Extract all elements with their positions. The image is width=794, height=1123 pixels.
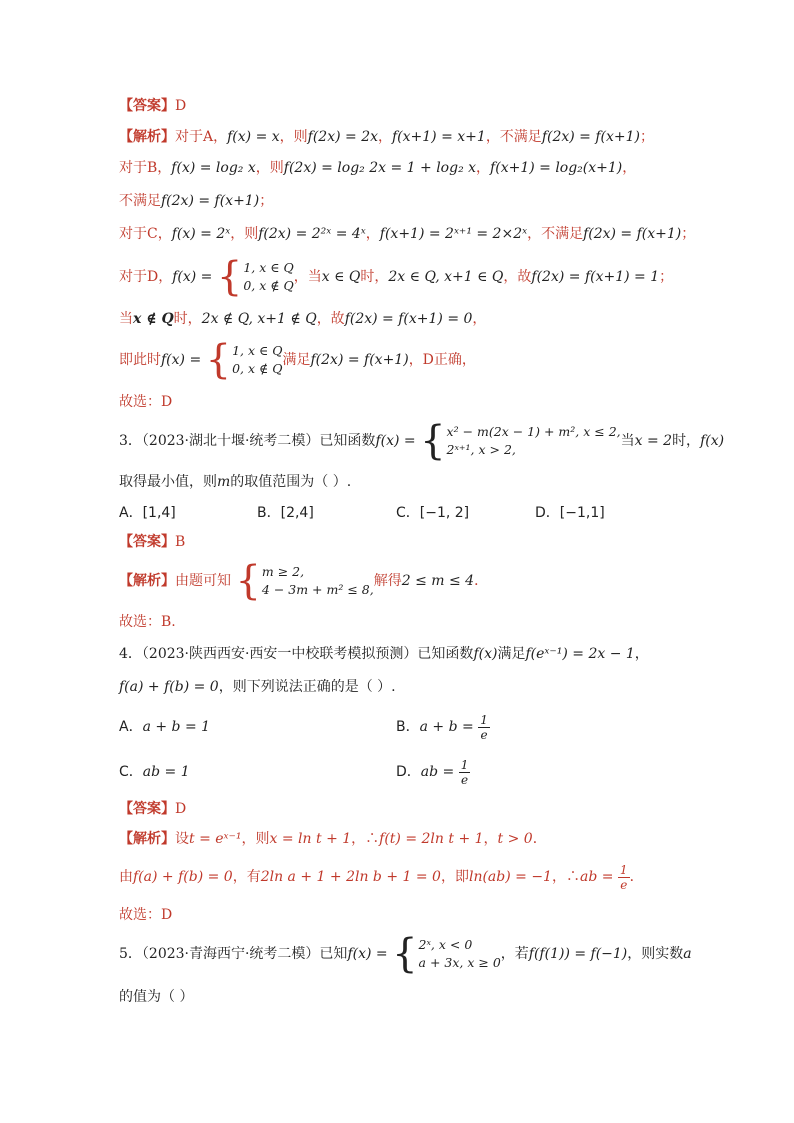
text: ，则 [230, 226, 259, 242]
text: ，若 [500, 946, 529, 962]
math: x ∈ Q [321, 269, 361, 285]
math: f(x) = [161, 352, 202, 368]
q5-stem [119, 933, 692, 975]
math: ab = [420, 764, 455, 780]
text: ． [532, 831, 547, 847]
text: ，当 [293, 269, 322, 285]
text: 解得 [373, 573, 402, 589]
text: ， [472, 311, 487, 327]
q3-answer-line [119, 532, 185, 552]
text: 4．（2023·陕西西安·西安一中校联考模拟预测）已知函数 [119, 646, 474, 662]
fraction [459, 758, 471, 787]
math: t > 0 [497, 831, 533, 847]
text: ； [681, 226, 696, 242]
text: 故选：D [119, 907, 173, 923]
q3-option-c: C．[−1, 2] [396, 505, 470, 521]
piecewise: { 1, x ∈ Q 0, x ∉ Q [216, 254, 294, 300]
math: f(2x) = f(x+1) [583, 226, 682, 242]
math: f(2x) = 2²ˣ = 4ˣ [258, 226, 366, 242]
text: ，则 [255, 160, 284, 176]
text: 由题可知 [175, 573, 231, 589]
math: f(x) = x [227, 129, 280, 145]
text: 设 [175, 831, 189, 847]
answer-label: 【答案】 [119, 98, 175, 114]
q4-option-c [119, 762, 190, 782]
q3-analysis [119, 560, 488, 602]
answer-value: B [175, 534, 186, 550]
q4-analysis-1 [119, 829, 547, 849]
math: f(2x) = f(x+1) [161, 193, 260, 209]
math: x = ln t + 1 [269, 831, 352, 847]
q4-option-d [396, 755, 470, 789]
text: ， [378, 129, 392, 145]
text: 对于B， [119, 160, 172, 176]
fraction [478, 713, 490, 742]
q4-analysis-2 [119, 860, 644, 894]
analysis-line-e [119, 309, 486, 329]
system: { m ≥ 2, 4 − 3m + m² ≤ 8, [235, 558, 374, 604]
math: a + b = [419, 719, 474, 735]
text: 故选：D [119, 394, 173, 410]
text: ，即 [440, 869, 469, 885]
answer-label: 【答案】 [119, 801, 175, 817]
math: ab = 1 [142, 764, 190, 780]
math: a [683, 946, 692, 962]
answer-line [119, 96, 186, 116]
math: ln(ab) = −1 [468, 869, 552, 885]
text: ，故 [316, 311, 345, 327]
text: 的取值范围为（ ）. [230, 474, 352, 490]
text: 时， [173, 311, 202, 327]
text: 3．（2023·湖北十堰·统考二模）已知函数 [119, 433, 376, 449]
analysis-line-c [119, 224, 695, 244]
row: 0, x ∉ Q [232, 361, 283, 376]
row: 1, x ∈ Q [232, 343, 283, 358]
math: f(2x) = f(x+1) = 1 [531, 269, 660, 285]
math: 2 ≤ m ≤ 4 [401, 573, 475, 589]
q4-answer-line [119, 799, 186, 819]
q3-option-a: A．[1,4] [119, 505, 176, 521]
answer-value: D [175, 801, 187, 817]
analysis-line-b [119, 158, 636, 178]
numerator: 1 [619, 862, 628, 877]
math: f(2x) = 2x [307, 129, 378, 145]
math: f(x+1) = log₂(x+1) [490, 160, 623, 176]
text: ，有 [232, 869, 261, 885]
text: ； [259, 193, 274, 209]
text: ，则 [241, 831, 270, 847]
row: 2ˣ⁺¹, x > 2, [446, 442, 516, 457]
text: 当 [620, 433, 635, 449]
text: ，不满足 [527, 226, 584, 242]
text: ，不满足 [485, 129, 542, 145]
text: 时， [672, 433, 701, 449]
text: B． [396, 719, 420, 735]
text: C． [119, 764, 143, 780]
q4-select [119, 905, 172, 925]
text: ， [476, 160, 491, 176]
text: ． [474, 573, 489, 589]
answer-value: D [175, 98, 187, 114]
text: ， [622, 160, 637, 176]
math: f(x) [700, 433, 725, 449]
text: ， [634, 646, 649, 662]
math: f(x) = [172, 269, 213, 285]
text: 故选：B. [119, 614, 176, 630]
text: 不满足 [119, 193, 161, 209]
analysis-line-d [119, 256, 673, 298]
math: f(2x) = log₂ 2x = 1 + log₂ x [283, 160, 477, 176]
q3-select [119, 612, 176, 632]
text: ； [659, 269, 674, 285]
q3-option-b: B．[2,4] [257, 505, 314, 521]
math: f(x) [473, 646, 498, 662]
q3-stem2 [119, 472, 351, 492]
analysis-line-b2 [119, 191, 273, 211]
row: 2ˣ, x < 0 [418, 937, 473, 952]
text: 当 [119, 311, 133, 327]
math: m [217, 474, 231, 490]
piecewise: { x² − m(2x − 1) + m², x ≤ 2, 2ˣ⁺¹, x > 2, [420, 418, 621, 464]
math: 2x ∉ Q, x+1 ∉ Q [201, 311, 317, 327]
numerator: 1 [460, 757, 469, 772]
text: A． [119, 719, 143, 735]
text: 的值为（ ） [119, 989, 194, 1005]
math: a + b = 1 [142, 719, 211, 735]
piecewise: { 2ˣ, x < 0 a + 3x, x ≥ 0 [392, 931, 501, 977]
text: D． [396, 764, 421, 780]
math: f(x+1) = 2ˣ⁺¹ = 2×2ˣ [379, 226, 528, 242]
text: 取得最小值，则 [119, 474, 217, 490]
denominator: e [461, 772, 469, 787]
math: f(2x) = f(x+1) [541, 129, 640, 145]
math: f(x) = [375, 433, 416, 449]
analysis-label: 【解析】 [119, 129, 175, 145]
row: x² − m(2x − 1) + m², x ≤ 2, [446, 424, 621, 439]
math: ab = [579, 869, 614, 885]
piecewise: { 1, x ∈ Q 0, x ∉ Q [205, 337, 283, 383]
analysis-label: 【解析】 [119, 831, 175, 847]
text: 即此时 [119, 352, 161, 368]
row: 1, x ∈ Q [243, 260, 294, 275]
text: ，则下列说法正确的是（ ）. [218, 679, 396, 695]
math: f(t) = 2ln t + 1 [379, 831, 484, 847]
text: 对于A， [175, 129, 228, 145]
q3-option-d: D．[−1,1] [535, 505, 605, 521]
denominator: e [620, 877, 628, 892]
math: x ∉ Q [133, 311, 174, 327]
q3-stem [119, 420, 724, 462]
q4-option-b [396, 710, 490, 744]
row: 0, x ∉ Q [243, 278, 294, 293]
math: f(x) = 2ˣ [171, 226, 231, 242]
row: a + 3x, x ≥ 0 [418, 955, 501, 970]
text: 由 [119, 869, 133, 885]
text: ，D正确， [408, 352, 476, 368]
math: f(a) + f(b) = 0 [133, 869, 233, 885]
q4-stem [119, 644, 649, 664]
math: f(2x) = f(x+1) [310, 352, 409, 368]
analysis-line-f [119, 339, 476, 381]
math: x = 2 [634, 433, 673, 449]
text: ， [483, 831, 498, 847]
select-line [119, 392, 172, 412]
math: f(f(1)) = f(−1) [528, 946, 628, 962]
numerator: 1 [480, 712, 488, 727]
math: f(a) + f(b) = 0 [119, 679, 219, 695]
text: ，则实数 [627, 946, 684, 962]
row: 4 − 3m + m² ≤ 8, [261, 582, 374, 597]
math: f(2x) = f(x+1) = 0 [344, 311, 473, 327]
math: 2ln a + 1 + 2ln b + 1 = 0 [260, 869, 441, 885]
q4-option-a [119, 717, 210, 737]
text: 对于D， [119, 269, 173, 285]
math: f(eˣ⁻¹) = 2x − 1 [525, 646, 635, 662]
text: ，∴ [551, 869, 580, 885]
text: ，则 [279, 129, 308, 145]
fraction [618, 863, 630, 892]
analysis-label: 【解析】 [119, 573, 175, 589]
text: 时， [360, 269, 389, 285]
text: ， [365, 226, 380, 242]
math: f(x+1) = x+1 [392, 129, 486, 145]
text: ，∴ [351, 831, 380, 847]
text: ，故 [503, 269, 532, 285]
math: 2x ∈ Q, x+1 ∈ Q [388, 269, 504, 285]
text: 满足 [282, 352, 311, 368]
math: t = eˣ⁻¹ [189, 831, 242, 847]
answer-label: 【答案】 [119, 534, 175, 550]
q4-stem2 [119, 677, 396, 697]
text: ． [629, 869, 644, 885]
denominator: e [480, 727, 488, 742]
text: ； [640, 129, 654, 145]
row: m ≥ 2, [261, 564, 305, 579]
analysis-line-a [119, 127, 654, 147]
text: 5．（2023·青海西宁·统考二模）已知 [119, 946, 348, 962]
text: 对于C， [119, 226, 172, 242]
math: f(x) = [347, 946, 388, 962]
math: f(x) = log₂ x [171, 160, 256, 176]
text: 满足 [497, 646, 526, 662]
q5-stem2 [119, 987, 193, 1007]
